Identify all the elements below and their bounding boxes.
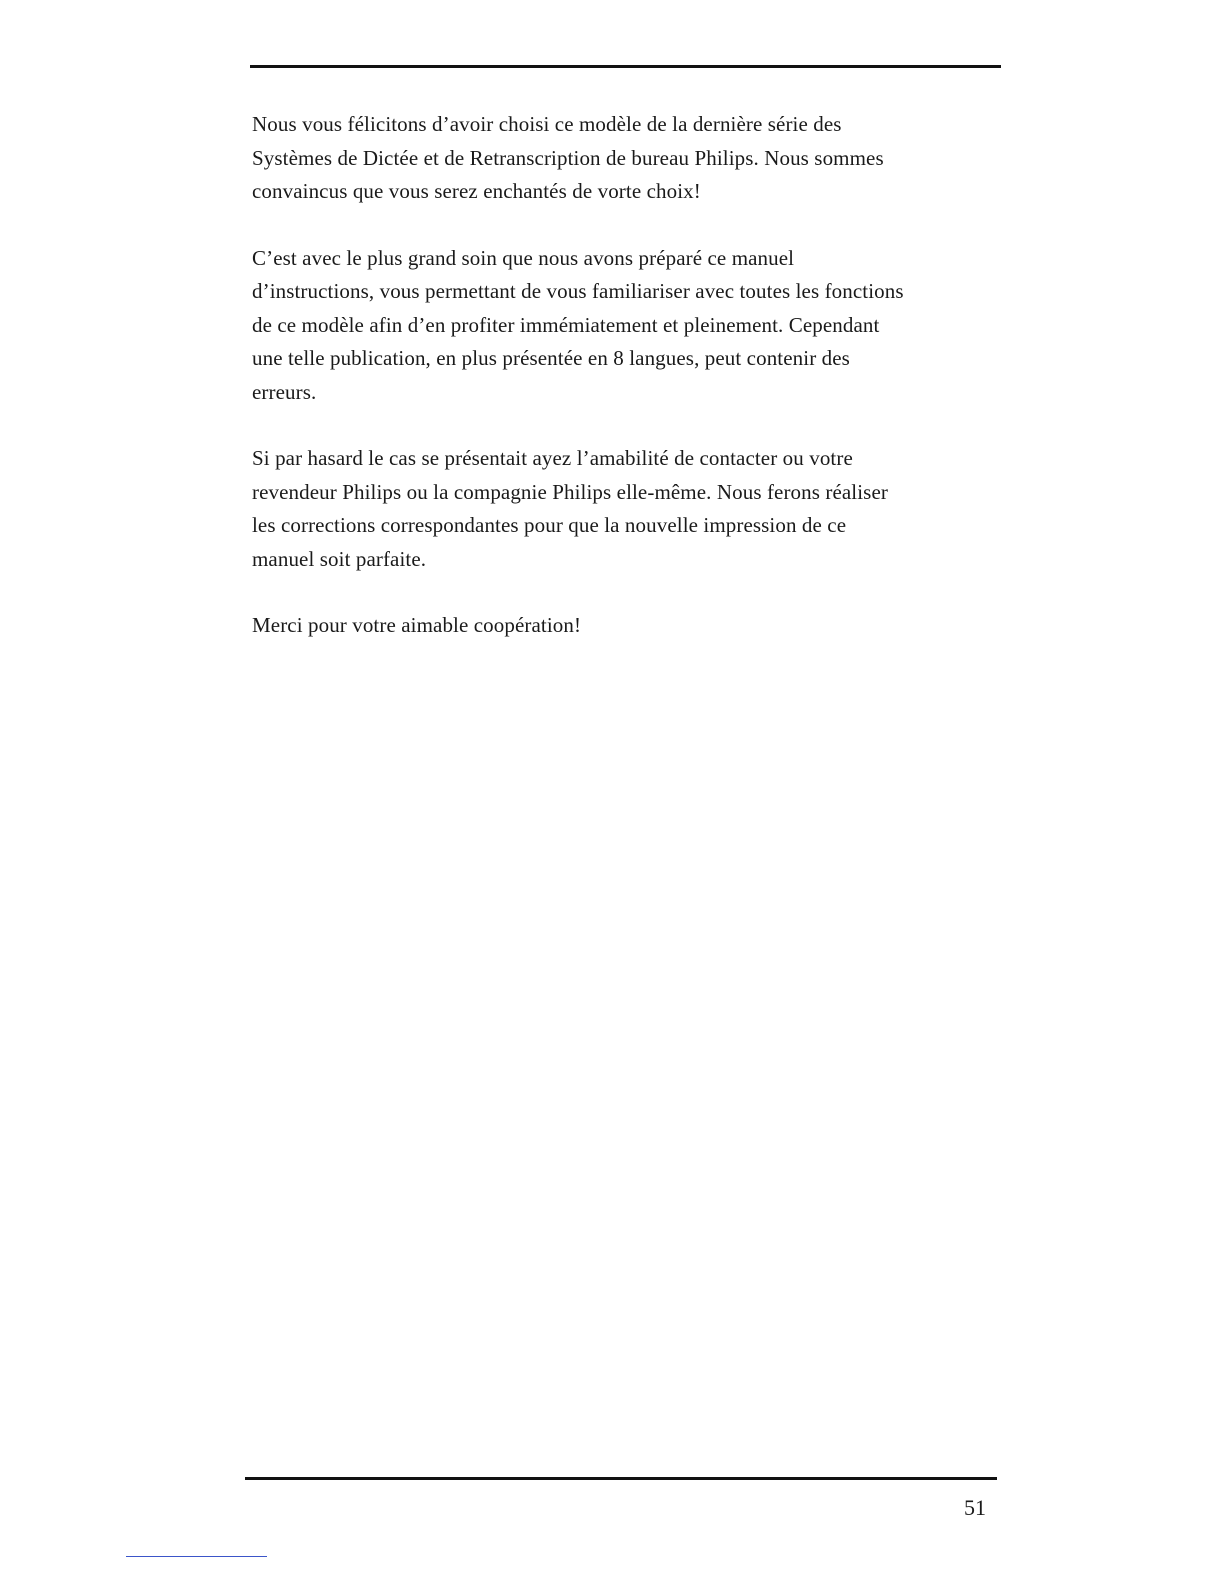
paragraph-intro [252,108,992,209]
text-line: Nous vous félicitons d’avoir choisi ce modèle de la dernière série des [252,112,842,136]
page-number: 51 [964,1495,986,1520]
text-line: les corrections correspondantes pour que la nouvelle impression de ce [252,513,847,537]
paragraph-contact [252,442,992,576]
top-rule [250,65,1001,68]
bottom-rule [245,1477,997,1480]
paragraph-manual-care [252,242,992,410]
page-body [252,108,992,676]
footer-link-underline [126,1556,267,1557]
text-line: Merci pour votre aimable coopération! [252,613,582,637]
paragraph-thanks [252,609,992,643]
text-line: Si par hasard le cas se présentait ayez l’amabilité de contacter ou votre [252,446,853,470]
text-line: Systèmes de Dictée et de Retranscription de bureau Philips. Nous sommes [252,145,884,170]
text-line: manuel soit parfaite. [252,546,427,571]
text-line: revendeur Philips ou la compagnie Philips elle-même. Nous ferons réaliser [252,479,888,504]
text-line: d’instructions, vous permettant de vous familiariser avec toutes les fonctions [252,279,904,303]
text-line: convaincus que vous serez enchantés de vorte choix! [252,179,701,203]
text-line: C’est avec le plus grand soin que nous avons préparé ce manuel [252,245,795,270]
text-line: erreurs. [252,379,317,404]
text-line: une telle publication, en plus présentée en 8 langues, peut contenir des [252,346,850,370]
text-line: de ce modèle afin d’en profiter immémiatement et pleinement. Cependant [252,312,880,337]
